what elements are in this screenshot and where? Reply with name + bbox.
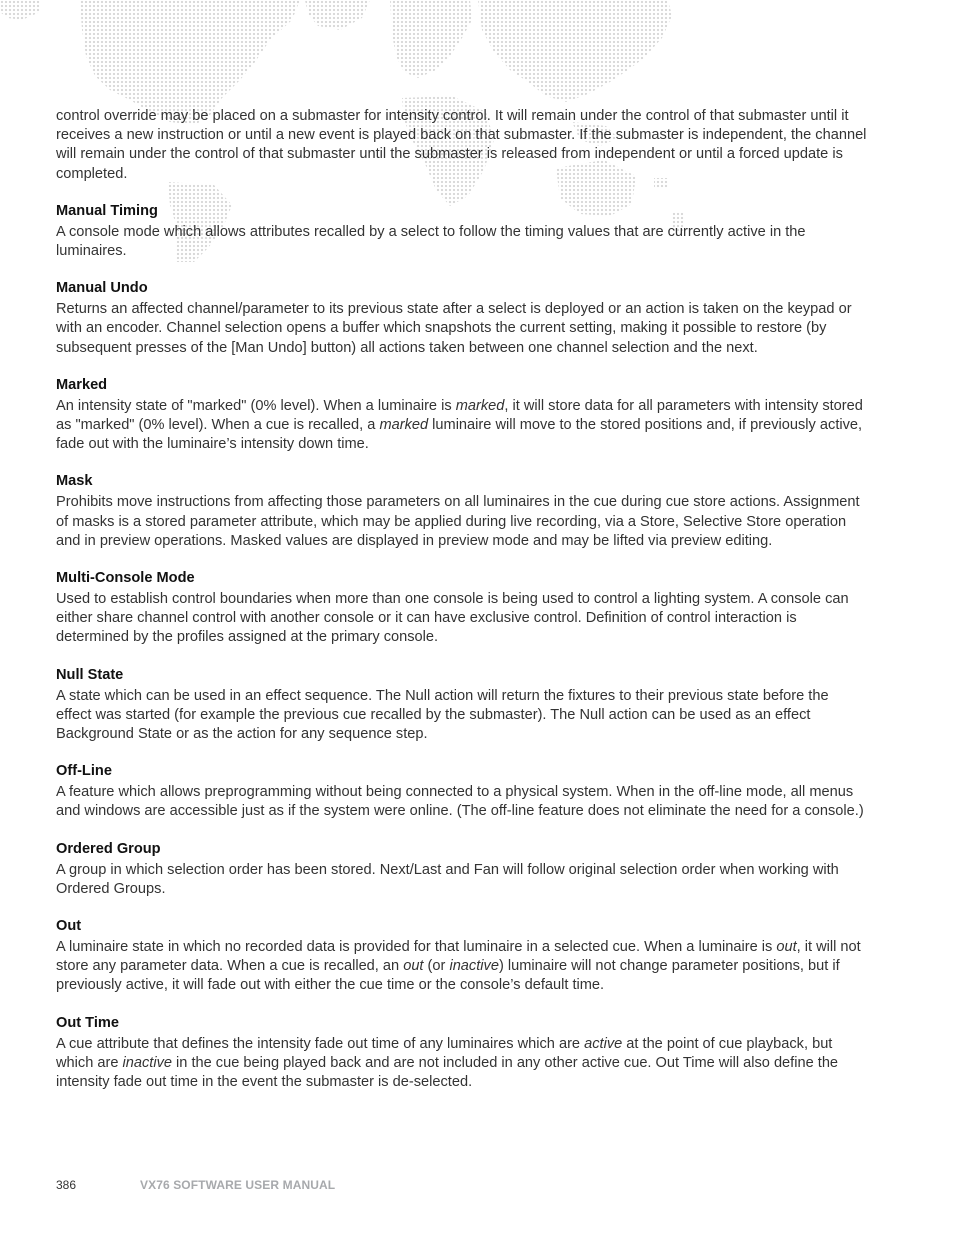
definition-text: , it will not store any parameter data. When a cue is recalled, an xyxy=(56,939,861,975)
definition-italic-term: active xyxy=(584,1035,623,1052)
glossary-entry-off-line xyxy=(56,762,868,821)
definition-text: ) luminaire will not change parameter positions, but if previously active, it will fade out with either the cue time or the console’s default time. xyxy=(56,958,840,994)
glossary-entry-ordered-group xyxy=(56,840,868,899)
definition-text: A cue attribute that defines the intensity fade out time of any luminaires which are xyxy=(56,1035,585,1052)
glossary-entry-mask xyxy=(56,472,868,551)
definition-italic-term: inactive xyxy=(449,958,499,975)
glossary-definition: Used to establish control boundaries when more than one console is being used to control a lighting system. A console can either share channel control with another console or it can have exclusive control. Definition of control interaction is determined by the profiles assigned at the primary console. xyxy=(56,591,849,646)
intro-paragraph: control override may be placed on a submaster for intensity control. It will remain under the control of that submaster until it receives a new instruction or until a new event is played back on that submaster. If the submaster is independent, the channel will remain under the control of that submaster until the submaster is released from independent or until a forced update is completed. xyxy=(56,108,867,182)
definition-text: , it will store data for all parameters with intensity stored as "marked" (0% level). When a cue is recalled, a xyxy=(56,397,863,434)
definition-text: at the point of cue playback, but which are xyxy=(56,1035,833,1071)
glossary-entry-out-time xyxy=(56,1014,868,1093)
glossary-entry-manual-timing xyxy=(56,202,868,261)
glossary-definition: Prohibits move instructions from affecting those parameters on all luminaires in the cue during cue store actions. Assignment of masks is a stored parameter attribute, which may be applied during live recording, via a Store, Selective Store operation and in preview operations. Masked values are displayed in preview mode and may be lifted via preview editing. xyxy=(56,494,860,549)
definition-text: (or xyxy=(423,958,450,975)
definition-italic-term: out xyxy=(776,939,797,956)
definition-text: A luminaire state in which no recorded data is provided for that luminaire in a selected cue. When a luminaire is xyxy=(56,939,777,956)
definition-italic-term: out xyxy=(403,958,424,975)
glossary-definition xyxy=(56,397,868,455)
glossary-definition xyxy=(56,938,868,996)
glossary-page xyxy=(56,107,868,1092)
glossary-term: Multi-Console Mode xyxy=(56,570,195,587)
glossary-term: Manual Undo xyxy=(56,280,148,297)
manual-title: VX76 SOFTWARE USER MANUAL xyxy=(140,1178,336,1192)
page-footer xyxy=(56,1178,335,1192)
glossary-term: Out Time xyxy=(56,1014,119,1031)
glossary-definition: A group in which selection order has been stored. Next/Last and Fan will follow original selection order when working with Ordered Groups. xyxy=(56,861,839,897)
definition-italic-term: marked xyxy=(455,397,505,414)
glossary-term: Mask xyxy=(56,473,93,490)
page-number: 386 xyxy=(56,1178,77,1192)
glossary-entry-marked xyxy=(56,376,868,455)
definition-italic-term: inactive xyxy=(122,1054,172,1071)
glossary-term: Out xyxy=(56,918,82,935)
definition-italic-term: marked xyxy=(379,417,429,434)
glossary-term: Ordered Group xyxy=(56,840,161,857)
glossary-entry-out xyxy=(56,917,868,996)
glossary-entry-multi-console-mode xyxy=(56,569,868,648)
definition-text: luminaire will move to the stored positions and, if previously active, fade out with the luminaire’s intensity down time. xyxy=(56,417,863,453)
glossary-definition: A console mode which allows attributes recalled by a select to follow the timing values that are currently active in the luminaires. xyxy=(56,223,806,260)
glossary-term: Marked xyxy=(56,376,108,393)
definition-text: in the cue being played back and are not included in any other active cue. Out Time will also define the intensity fade out time in the event the submaster is de-selected. xyxy=(56,1054,839,1091)
glossary-term: Off-Line xyxy=(56,763,112,780)
glossary-definition: A state which can be used in an effect sequence. The Null action will return the fixtures to their previous state before the effect was started (for example the previous cue recalled by the submaster). The Null action can be used as an effect Background State or as the action for any sequence step. xyxy=(56,687,829,743)
glossary-definition: Returns an affected channel/parameter to its previous state after a select is deployed or an action is taken on the keypad or with an encoder. Channel selection opens a buffer which snapshots the current setting, making it possible to restore (by subsequent presses of the [Man Undo] button) all actions taken between one channel selection and the next. xyxy=(56,301,852,356)
glossary-entry-manual-undo xyxy=(56,279,868,358)
glossary-term: Manual Timing xyxy=(56,202,158,219)
glossary-entry-null-state xyxy=(56,666,868,745)
glossary-definition: A feature which allows preprogramming without being connected to a physical system. When in the off-line mode, all menus and windows are accessible just as if the system were online. (The off-line feature does not eliminate the need for a console.) xyxy=(56,784,864,820)
glossary-term: Null State xyxy=(56,666,124,683)
glossary-definition xyxy=(56,1035,868,1093)
definition-text: An intensity state of "marked" (0% level). When a luminaire is xyxy=(56,397,456,414)
